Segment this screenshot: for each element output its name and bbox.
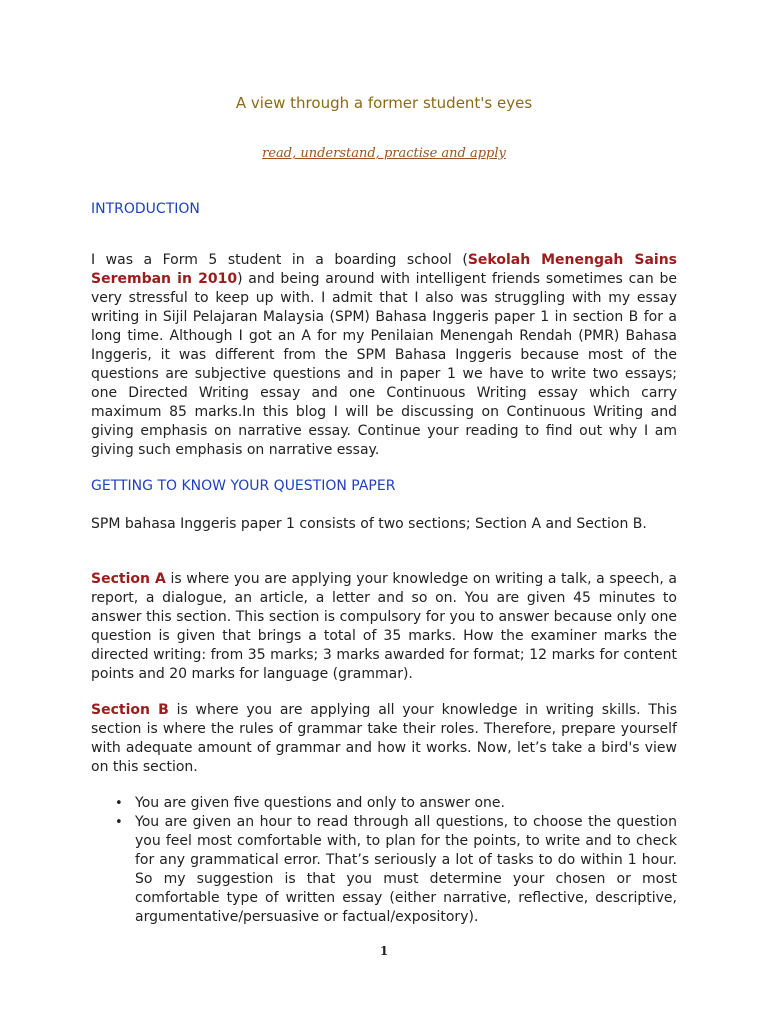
bullet-icon: • <box>115 796 123 811</box>
section-a-label: Section A <box>91 571 166 587</box>
question-paper-heading: GETTING TO KNOW YOUR QUESTION PAPER <box>91 478 396 494</box>
list-item: • You are given an hour to read through all questions, to choose the question you feel most comfortable with, to plan for the points, to write and to check for any grammatical error. That’s seriously a lot of tasks to do within 1 hour. So my suggestion is that you must determine your chosen or most comfortable type of written essay (either narrative, reflective, descriptive, argumentative/persuasive or factual/expository). <box>115 814 677 925</box>
document-title: A view through a former student's eyes <box>235 94 533 112</box>
section-a-paragraph <box>91 570 677 684</box>
bullet-icon: • <box>115 815 123 830</box>
section-b-bullet-list <box>91 794 677 927</box>
section-b-text: is where you are applying all your knowledge in writing skills. This section is where the rules of grammar take their roles. Therefore, prepare yourself with adequate amount of grammar and how it works. Now, let’s take a bird's view on this section. <box>91 702 677 775</box>
section-b-paragraph <box>91 701 677 777</box>
page-number: 1 <box>379 944 389 958</box>
introduction-paragraph <box>91 251 677 460</box>
question-paper-intro: SPM bahasa Inggeris paper 1 consists of two sections; Section A and Section B. <box>91 516 647 532</box>
school-name-highlight: Sekolah Menengah Sains Seremban in 2010 <box>91 252 677 287</box>
section-b-label: Section B <box>91 702 169 718</box>
intro-text-rest: ) and being around with intelligent friends sometimes can be very stressful to keep up with. I admit that I also was struggling with my essay writing in Sijil Pelajaran Malaysia (SPM) Bahasa Inggeris paper 1 in section B for a long time. Although I got an A for my Penilaian Menengah Rendah (PMR) Bahasa Inggeris, it was different from the SPM Bahasa Inggeris because most of the questions are subjective questions and in paper 1 we have to write two essays; one Directed Writing essay and one Continuous Writing essay which carry maximum 85 marks.In this blog I will be discussing on Continuous Writing and giving emphasis on narrative essay. Continue your reading to find out why I am giving such emphasis on narrative essay. <box>91 271 677 458</box>
list-item: • You are given five questions and only to answer one. <box>115 795 505 811</box>
document-subtitle: read, understand, practise and apply <box>262 146 506 161</box>
section-a-text: is where you are applying your knowledge on writing a talk, a speech, a report, a dialogue, an article, a letter and so on. You are given 45 minutes to answer this section. This section is compulsory for you to answer because only one question is given that brings a total of 35 marks. How the examiner marks the directed writing: from 35 marks; 3 marks awarded for format; 12 marks for content points and 20 marks for language (grammar). <box>91 571 677 682</box>
intro-text-start: I was a Form 5 student in a boarding school ( <box>91 252 468 268</box>
introduction-heading: INTRODUCTION <box>91 201 200 217</box>
